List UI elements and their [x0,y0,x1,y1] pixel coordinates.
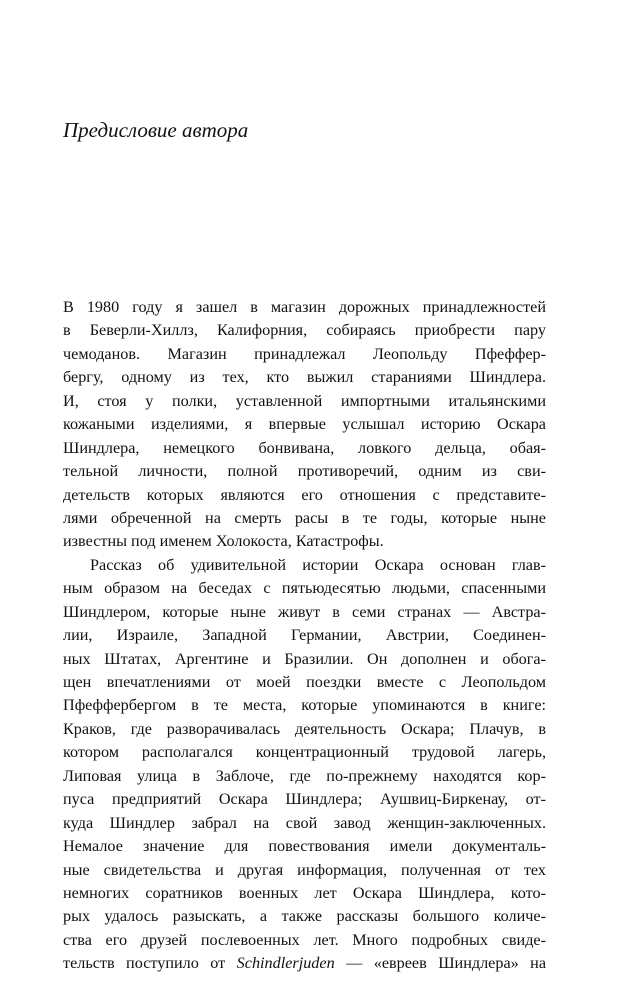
text-line: ным образом на беседах с пятьюдесятью людьми, спасенными [63,579,546,598]
text-line: И, стоя у полки, уставленной импортными итальянскими [63,391,546,410]
text-line: ных Штатах, Аргентине и Бразилии. Он дополнен и обога- [63,649,546,668]
text-line: Шиндлера, немецкого бонвивана, ловкого дельца, обая- [63,438,546,457]
text-line: лями обреченной на смерть расы в те годы, которые ныне [63,508,546,527]
text-line: Краков, где разворачивалась деятельность Оскара; Плачув, в [63,719,546,738]
text-line: Липовая улица в Заблоче, где по-прежнему находятся кор- [63,766,546,785]
paragraph-start-line: Рассказ об удивительной истории Оскара основан глав- [90,555,546,574]
paragraph-end-line: известны под именем Холокоста, Катастрофы. [63,532,384,551]
text-line: куда Шиндлер забрал на свой завод женщин-заключенных. [63,813,546,832]
text-line: чемоданов. Магазин принадлежал Леопольду Пфеффер- [63,344,546,363]
text-line: щен впечатлениями от моей поездки вместе с Леопольдом [63,673,546,691]
text-line: бергу, одному из тех, кто выжил стараниями Шиндлера. [63,368,546,387]
text-line: лии, Израиле, Западной Германии, Австрии, Соединен- [63,626,546,645]
text-line: Шиндлером, которые ныне живут в семи странах — Австра- [63,602,546,621]
text-line-mixed [63,952,546,975]
text-run: — «евреев Шиндлера» на [334,954,547,973]
text-line: ные свидетельства и другая информация, полученная от тех [63,860,546,879]
text-line: котором располагался концентрационный трудовой лагерь, [63,743,546,762]
text-line: В 1980 году я зашел в магазин дорожных принадлежностей [63,298,546,316]
text-line: кожаными изделиями, я впервые услышал историю Оскара [63,415,546,434]
italic-term: Schindlerjuden [236,954,335,973]
text-line: Немалое значение для повествования имели документаль- [63,837,546,856]
text-line: Пфеффербергом в те места, которые упоминаются в книге: [63,696,546,715]
text-line: тельной личности, полной противоречий, одним из сви- [63,462,546,481]
text-run: тельств поступило от [63,954,237,973]
text-line: ства его друзей послевоенных лет. Много подробных свиде- [63,930,546,949]
chapter-title: Предисловие автора [63,118,249,142]
text-line: немногих соратников военных лет Оскара Шиндлера, кото- [63,883,546,902]
text-line: рых удалось разыскать, а также рассказы большого количе- [63,907,546,926]
text-line: пуса предприятий Оскара Шиндлера; Аушвиц-Биркенау, от- [63,790,546,809]
text-line: детельств которых являются его отношения с представите- [63,485,546,504]
body-text [63,296,546,976]
text-line: в Беверли-Хиллз, Калифорния, собираясь приобрести пару [63,321,546,340]
